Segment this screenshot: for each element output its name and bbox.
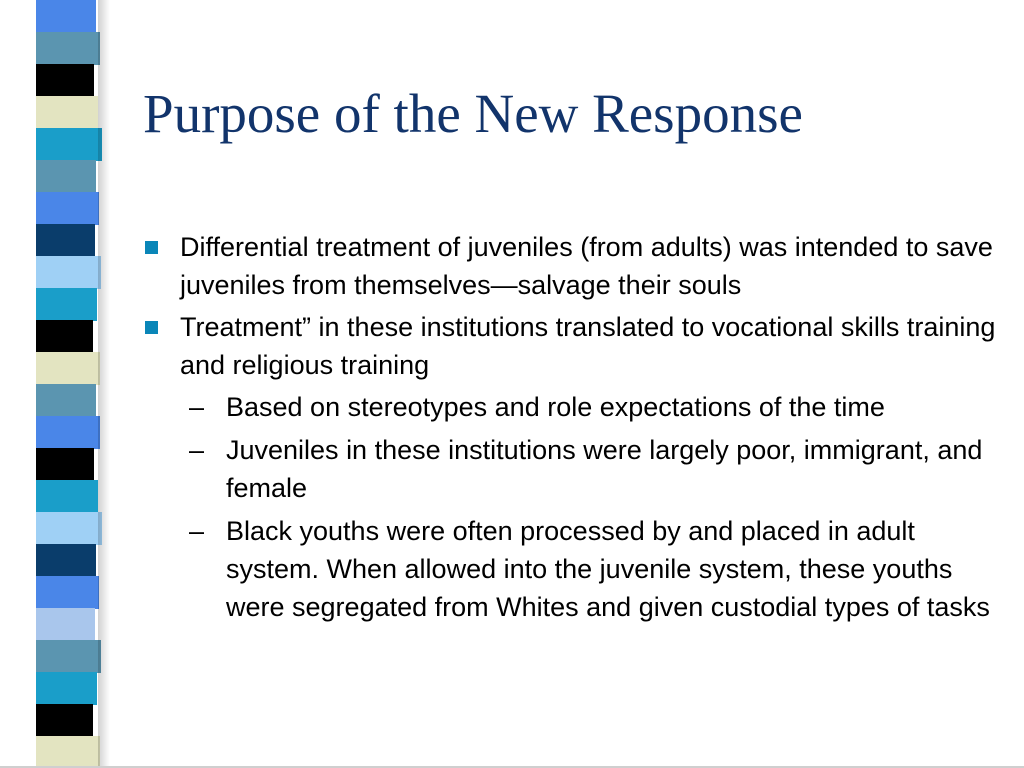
dash-marker: – — [189, 392, 205, 422]
stripe-segment — [36, 160, 96, 193]
bullet-item — [143, 308, 1003, 384]
sub-bullet-item — [143, 512, 1003, 626]
stripe-segment — [36, 512, 102, 545]
stripe-segment — [36, 608, 95, 641]
sub-bullet-text: Black youths were often processed by and placed in adult system. When allowed into the juvenile system, these youths were segregated from Whites and given custodial types of tasks — [226, 516, 990, 622]
dash-marker: – — [189, 435, 205, 465]
sub-bullet-text: Juveniles in these institutions were largely poor, immigrant, and female — [226, 435, 983, 503]
stripe-segment — [36, 320, 93, 353]
square-bullet-icon — [145, 321, 158, 334]
stripe-segment — [36, 480, 98, 513]
stripe-segment — [36, 64, 94, 97]
sub-bullet-item — [143, 388, 1003, 426]
dash-marker: – — [189, 516, 205, 546]
stripe-shadow — [98, 0, 110, 768]
sub-bullet-item — [143, 431, 1003, 507]
stripe-segment — [36, 256, 101, 289]
slide-body — [143, 228, 1003, 631]
stripe-segment — [36, 352, 100, 385]
stripe-segment — [36, 640, 101, 673]
stripe-segment — [36, 704, 93, 737]
stripe-segment — [36, 576, 99, 609]
stripe-segment — [36, 32, 100, 65]
bullet-text: Treatment” in these institutions translated to vocational skills training and religious training — [180, 312, 996, 380]
stripe-segment — [36, 0, 96, 33]
decorative-stripe-band — [36, 0, 106, 768]
stripe-segment — [36, 672, 97, 705]
square-bullet-icon — [145, 241, 158, 254]
stripe-segment — [36, 128, 102, 161]
stripe-segment — [36, 736, 100, 768]
bullet-text: Differential treatment of juveniles (from adults) was intended to save juveniles from themselves—salvage their souls — [180, 232, 993, 300]
stripe-segment — [36, 192, 99, 225]
stripe-segment — [36, 96, 98, 129]
bullet-item — [143, 228, 1003, 304]
stripe-segment — [36, 416, 100, 449]
stripe-segment — [36, 448, 94, 481]
slide-title: Purpose of the New Response — [143, 83, 803, 144]
stripe-segment — [36, 224, 95, 257]
sub-bullet-text: Based on stereotypes and role expectations of the time — [226, 392, 885, 422]
stripe-segment — [36, 544, 96, 577]
stripe-segment — [36, 288, 97, 321]
stripe-segment — [36, 384, 96, 417]
